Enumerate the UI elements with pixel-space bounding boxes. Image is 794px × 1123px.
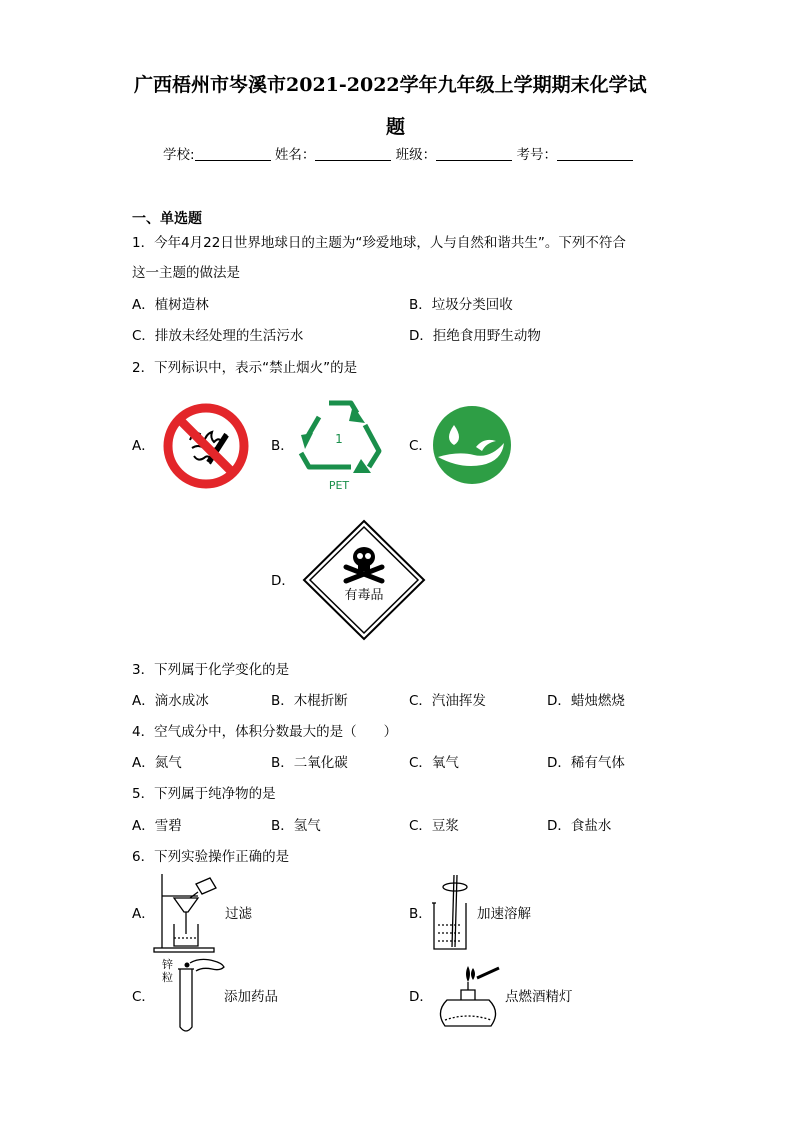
zinc-label-1: 锌: [162, 958, 173, 971]
q1-stem-line1: 1．今年4月22日世界地球日的主题为“珍爱地球，人与自然和谐共生”。下列不符合: [132, 235, 626, 251]
q6-option-b-text: 加速溶解: [477, 906, 531, 922]
no-fire-sign-icon: [160, 400, 252, 492]
q6-option-d-text: 点燃酒精灯: [505, 989, 573, 1005]
recycle-pet-icon: [295, 395, 385, 495]
school-label: 学校:: [163, 147, 195, 163]
q6-option-b: B．: [409, 906, 432, 922]
school-blank: [195, 146, 271, 161]
toxic-sign-icon: [302, 519, 426, 641]
q2-stem: 2．下列标识中，表示“禁止烟火”的是: [132, 360, 358, 376]
class-label: 班级：: [395, 147, 437, 163]
q1-option-b: B．垃圾分类回收: [409, 297, 513, 313]
q4-option-c: C．氧气: [409, 755, 459, 771]
filtration-apparatus-icon: [152, 872, 224, 954]
q3-option-c: C．汽油挥发: [409, 693, 486, 709]
q5-option-d: D．食盐水: [547, 818, 612, 834]
q5-option-b: B．氢气: [271, 818, 321, 834]
recycle-number: 1: [335, 432, 343, 446]
section-heading: 一、单选题: [132, 211, 202, 227]
dissolving-beaker-icon: [428, 873, 474, 953]
q5-option-c: C．豆浆: [409, 818, 459, 834]
exam-no-label: 考号：: [516, 147, 557, 163]
q4-option-b: B．二氧化碳: [271, 755, 348, 771]
q2-option-b: B．: [271, 438, 294, 454]
q4-stem: 4．空气成分中，体积分数最大的是（ ）: [132, 724, 398, 740]
q6-option-c: C．: [132, 989, 155, 1005]
q2-option-d: D．: [271, 573, 295, 589]
class-blank: [436, 146, 512, 161]
student-info: [163, 146, 633, 164]
q3-option-d: D．蜡烛燃烧: [547, 693, 625, 709]
q6-option-c-text: 添加药品: [224, 989, 278, 1005]
q6-option-a: A．: [132, 906, 155, 922]
q2-option-a: A．: [132, 438, 155, 454]
q6-stem: 6．下列实验操作正确的是: [132, 849, 290, 865]
recycle-text: PET: [328, 479, 350, 492]
exam-no-blank: [557, 146, 633, 161]
q5-option-a: A．雪碧: [132, 818, 182, 834]
alcohol-lamp-icon: [433, 962, 505, 1032]
water-saving-icon: [432, 405, 512, 485]
toxic-label: 有毒品: [344, 588, 384, 603]
q5-stem: 5．下列属于纯净物的是: [132, 786, 276, 802]
name-label: 姓名：: [274, 147, 316, 163]
q3-option-a: A．滴水成冰: [132, 693, 209, 709]
name-blank: [315, 146, 391, 161]
test-tube-icon: [176, 955, 226, 1035]
q6-option-d: D．: [409, 989, 433, 1005]
q1-option-a: A．植树造林: [132, 297, 209, 313]
zinc-label: [162, 958, 173, 984]
q4-option-a: A．氮气: [132, 755, 182, 771]
q1-option-d: D．拒绝食用野生动物: [409, 328, 541, 344]
q3-option-b: B．木棍折断: [271, 693, 348, 709]
q2-option-c: C．: [409, 438, 432, 454]
q3-stem: 3．下列属于化学变化的是: [132, 662, 290, 678]
title-line-2: 题: [386, 116, 406, 138]
q1-stem-line2: 这一主题的做法是: [132, 265, 240, 281]
q4-option-d: D．稀有气体: [547, 755, 625, 771]
title-line-1: 广西梧州市岑溪市2021-2022学年九年级上学期期末化学试: [134, 74, 647, 96]
q1-option-c: C．排放未经处理的生活污水: [132, 328, 304, 344]
zinc-label-2: 粒: [162, 971, 173, 984]
q6-option-a-text: 过滤: [225, 906, 252, 922]
